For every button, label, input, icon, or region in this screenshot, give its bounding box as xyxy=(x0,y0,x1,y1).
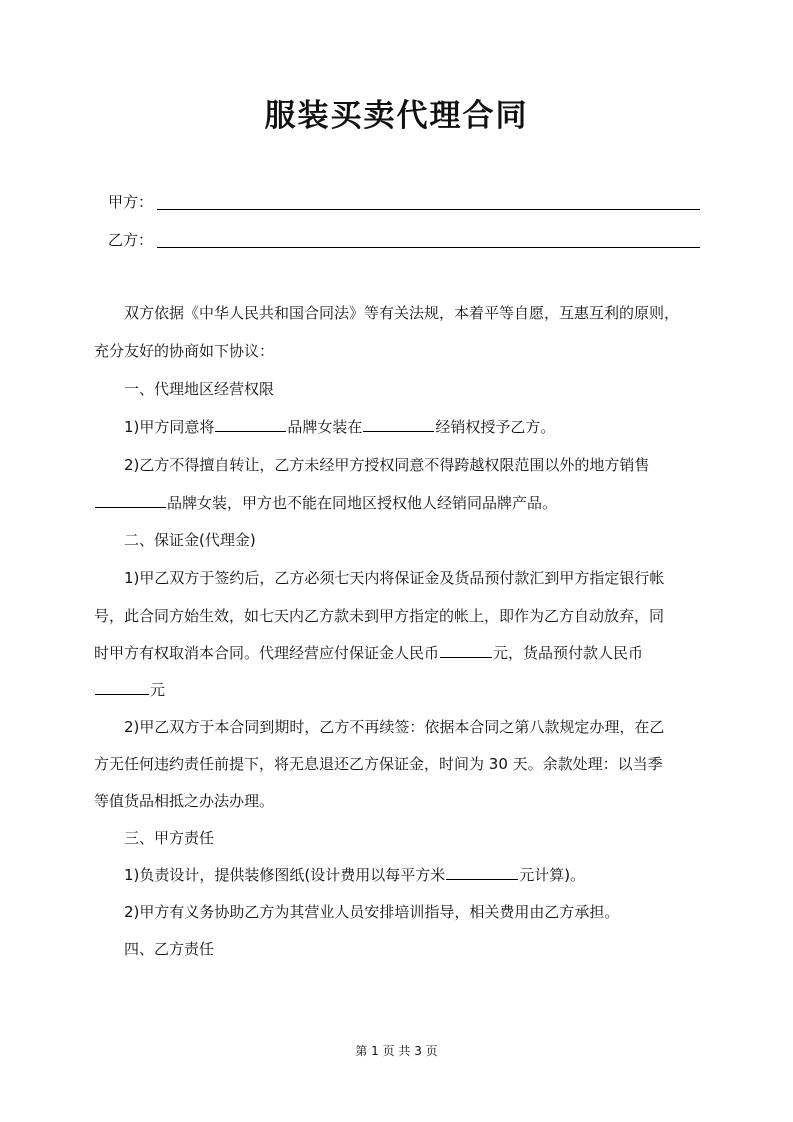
section-2-item-1: 1)甲乙双方于签约后，乙方必须七天内将保证金及货品预付款汇到甲方指定银行帐 xyxy=(124,569,665,587)
section-3-item-2: 2)甲方有义务协助乙方为其营业人员安排培训指导，相关费用由乙方承担。 xyxy=(124,903,620,921)
s2-item1-text-d: 元，货品预付款人民币 xyxy=(493,644,644,662)
party-a-field xyxy=(108,190,700,214)
party-b-field xyxy=(108,228,700,252)
section-2-item-2-cont-1: 方无任何违约责任前提下，将无息退还乙方保证金，时间为 30 天。余款处理：以当季 xyxy=(94,755,663,773)
s2-item1-text-e: 元 xyxy=(150,681,166,699)
section-2-heading: 二、保证金(代理金) xyxy=(124,531,256,549)
design-fee-blank xyxy=(446,863,518,880)
brand-blank xyxy=(215,415,286,432)
s1-item2-text-b: 品牌女装，甲方也不能在同地区授权他人经销同品牌产品。 xyxy=(167,494,558,512)
section-2-item-1-cont-2 xyxy=(94,635,700,673)
section-1-heading: 一、代理地区经营权限 xyxy=(124,380,275,398)
section-1-item-2-cont xyxy=(94,485,700,523)
party-a-label: 甲方： xyxy=(108,193,154,211)
deposit-amount-blank xyxy=(440,641,492,658)
section-2-item-2: 2)甲乙双方于本合同到期时，乙方不再续签：依据本合同之第八款规定办理，在乙 xyxy=(124,718,665,736)
prepayment-amount-blank xyxy=(95,678,149,695)
section-2-item-2-cont-2: 等值货品相抵之办法办理。 xyxy=(94,792,275,810)
section-3-heading: 三、甲方责任 xyxy=(124,829,215,847)
intro-line-1: 双方依据《中华人民共和国合同法》等有关法规，本着平等自愿，互惠互利的原则， xyxy=(124,304,680,322)
s3-item1-text-a: 1)负责设计，提供装修图纸(设计费用以每平方米 xyxy=(124,866,446,884)
intro-line-2: 充分友好的协商如下协议： xyxy=(94,342,275,360)
party-a-line xyxy=(157,195,700,210)
section-2-item-1-cont-1: 号，此合同方始生效，如七天内乙方款未到甲方指定的帐上，即作为乙方自动放弃，同 xyxy=(94,607,665,625)
s1-item1-text-b: 品牌女装在 xyxy=(287,418,363,436)
brand-blank-2 xyxy=(95,491,166,508)
party-b-line xyxy=(157,233,700,248)
s3-item1-text-b: 元计算)。 xyxy=(519,866,586,884)
page-title: 服装买卖代理合同 xyxy=(264,98,529,134)
region-blank xyxy=(363,415,434,432)
s1-item1-text-c: 经销权授予乙方。 xyxy=(435,418,556,436)
page-footer: 第 1 页 共 3 页 xyxy=(355,1044,438,1058)
section-2-item-1-cont-3 xyxy=(94,672,700,710)
section-1-item-1 xyxy=(94,409,700,447)
party-b-label: 乙方： xyxy=(108,231,154,249)
section-3-item-1 xyxy=(94,857,700,895)
section-1-item-2: 2)乙方不得擅自转让，乙方未经甲方授权同意不得跨越权限范围以外的地方销售 xyxy=(124,456,650,474)
s2-item1-text-c: 时甲方有权取消本合同。代理经营应付保证金人民币 xyxy=(94,644,440,662)
section-4-heading: 四、乙方责任 xyxy=(124,940,215,958)
s1-item1-text-a: 1)甲方同意将 xyxy=(124,418,215,436)
